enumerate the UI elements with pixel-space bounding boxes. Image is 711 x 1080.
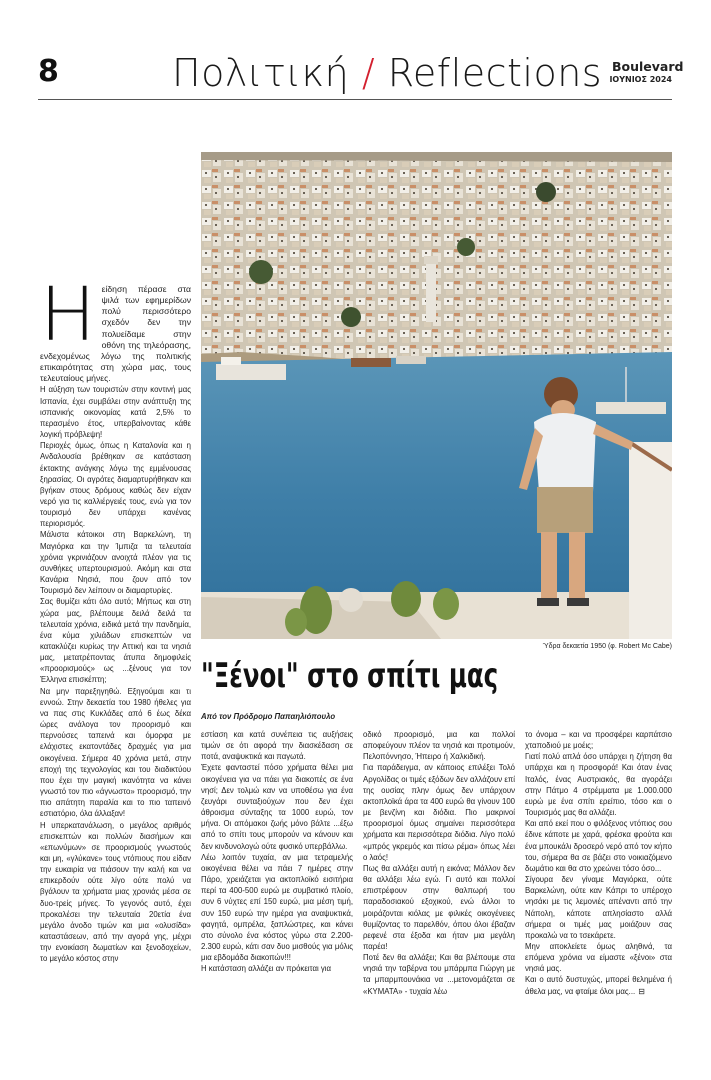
paragraph: Σας θυμίζει κάτι όλο αυτό; Μήπως και στη χώρα μας, βλέπουμε δειλά δειλά τα τελευταία χρόνια, ειδικά μετά την πανδημία, ένα κύμα χιλιάδων επισκεπτών να κατακλύζει κυρίως την Αττική και τα νησιά μας, μετατρέποντας άτυπα δημοφιλείς «προορισμούς» ως ...ξένους για τον Έλληνα επισκέπτη; xyxy=(40,597,191,685)
paragraph: Και από εκεί που ο φιλόξενος ντόπιος σου έδινε κάποτε με χαρά, φρέσκα φρούτα και ένα μπουκάλι δροσερό νερό από τον κήπο του, σήμερα θα σε βάζει στο νοικιαζόμενο δωμάτιο και θα στο χρεώνει τόσο όσο... xyxy=(525,819,672,873)
article-column-2 xyxy=(201,729,353,1074)
paragraph: Σίγουρα δεν γίναμε Μαγιόρκα, ούτε Βαρκελώνη, ούτε καν Κάπρι το υπέροχο νησάκι με τις λεμονιές απέναντι από την Νάπολη, κάποτε απλησίαστο αλλά σήμερα οι τιμές μας μοιάζουν σας προκαλώ να το τσεκάρετε. xyxy=(525,875,672,940)
paragraph: Για παράδειγμα, αν κάποιος επιλέξει Τολό Αργολίδας οι τιμές εξόδων δεν αλλάζουν επί της ουσίας πλην όμως δεν υπάρχουν ακτοπλοϊκά άρα τα 400 ευρώ θα γίνουν 100 με βενζίνη και διόδια. Πιο μακρινοί προορισμοί όμως σημαίνει περισσότερα χρήματα και περισσότερα διόδια. Λίγο πολύ «μπρός γκρεμός και πίσω ρέμα» όπως λέει ο λαός! xyxy=(363,763,515,862)
article-lead-paragraph: είδηση πέρασε στα ψιλά των εφημερίδων πολύ περισσότερο σχεδόν δεν την πολυείδαμε στην οθόνη της τηλεόρασης, ενδεχομένως λόγω της πολιτικής επικαιρότητας στη χώρα μας, τους τελευταίους μήνες. xyxy=(40,284,191,384)
article-headline: "Ξένοι" στο σπίτι μας xyxy=(201,656,499,696)
end-of-article-icon: ⊟ xyxy=(638,986,645,996)
paragraph xyxy=(525,974,672,996)
article-column-1 xyxy=(40,284,191,1074)
paragraph: Περιοχές όμως, όπως η Καταλονία και η Ανδαλουσία βρέθηκαν σε κατάσταση έκτακτης ανάγκης λόγω της εμμένουσας ξηρασίας. Οι αγρότες διαμαρτυρήθηκαν και βγήκαν στους δρόμους καθώς δεν είχαν νερό για τις καλλιέργειές τους, ενώ για τον τουρισμό δεν υπάρχει κανένας περιορισμός. xyxy=(40,441,191,529)
section-title xyxy=(172,52,602,94)
paragraph: Μην αποκλείετε όμως αληθινά, τα επόμενα χρόνια να είμαστε «ξένοι» στα νησιά μας. xyxy=(525,941,672,974)
paragraph: οδικό προορισμό, μια και πολλοί αποφεύγουν πλέον τα νησιά και προτιμούν, Πελοπόννησο, Ήπειρο ή Χαλκιδική. xyxy=(363,730,515,762)
page-number: 8 xyxy=(38,54,59,89)
article-byline: Από τον Πρόδρομο Παπαηλιόπουλο xyxy=(201,712,336,721)
section-title-english: Reflections xyxy=(387,51,603,95)
article-photo xyxy=(201,152,672,639)
paragraph: Πως θα αλλάξει αυτή η εικόνα; Μάλλον δεν θα αλλάξει λέω εγώ. Γι αυτό και πολλοί επιστρέφουν στην θαλπωρή του παραδοσιακού εξοχικού, ενώ άλλοι το μοιράζονται κιόλας με φιλικές οικογένειες θυμίζοντας το παρελθόν, όπου όλοι έβαζαν ρεφενέ στα έξοδα και ήταν μια μεγάλη παρέα! xyxy=(363,863,515,951)
paragraph: εστίαση και κατά συνέπεια τις αυξήσεις τιμών σε ότι αφορά την διασκέδαση σε ποτά, αναψυκτικά και παγωτά. xyxy=(201,730,353,762)
paragraph: Η υπερκατανάλωση, ο μεγάλος αριθμός επισκεπτών και πολλών διασήμων και «επωνύμων» σε προορισμούς γνωστούς και μη, «γλύκανε» τους ντόπιους που είδαν την ευκαιρία να πιάσουν την καλή και να επικερδούν ούτε λίγο ούτε πολύ να βγάλουν τα χρήματα μιας χρονιάς μέσα σε δυο-τρείς μήνες. Το γεγονός αυτό, έχει προκαλέσει την τελευταία 20ετία ένα μεγάλο άνοδο τιμών και μια «ολυσίδα» καταστάσεων, από την αγορά γης, μέχρι την ενοικίαση δωματίων και ξενοδοχείων, το μεγάλο κόστος στην xyxy=(40,820,191,964)
photo-caption: Ύδρα δεκαετία 1950 (φ. Robert Mc Cabe) xyxy=(542,643,672,650)
paragraph: Ποτέ δεν θα αλλάξει; Και θα βλέπουμε στα νησιά την ταβέρνα του μπάρμπα Γιώργη με τα μπαρμπουνάκια να ...μετονομάζεται σε «ΚΥΜΑΤΑ» - τυχαία λέω xyxy=(363,953,515,996)
header-divider xyxy=(38,99,672,100)
paragraph: Να μην παρεξηγηθώ. Εξηγούμαι και τι εννοώ. Στην δεκαετία του 1980 ήθελες για να πας στις Κυκλάδες από 6 έως δέκα ώρες ανάλογα τον προορισμό και περνούσες ταπεινά και όμορφα με ελάχιστες εκατοντάδες δραχμές για μια οικογένεια. Σήμερα 40 χρόνια μετά, στην εποχή της τεχνολογίας και του διαδικτύου που έχει την μαγική ικανότητα να κάνει γνωστό τον πιο «άγνωστο» προορισμό, την πιο απάτητη παραλία και το πιο ταπεινό εστιατόριο, όλα άλλαξαν! xyxy=(40,686,191,819)
drop-cap: Η xyxy=(40,284,96,358)
article-column-3 xyxy=(363,729,515,1074)
publication-logo: Boulevard xyxy=(612,59,684,74)
paragraph: Έχετε φανταστεί πόσο χρήματα θέλει μια οικογένεια για να πάει για διακοπές σε ένα νησί; Δεν τολμώ καν να υποθέσω για ένα ζευγάρι συνταξιούχων που δεν έχει άθροισμα σύνταξης τα 1000 ευρώ, τον μήνα. Οι απόμακοι ζωής μόνο βάλτε ...έξω από το σπίτι τους μπορούν να κάνουν και δεν κινδυνολογώ ούτε φυσικό υπερβάλλω. xyxy=(201,763,353,851)
issue-date: ΙΟΥΝΙΟΣ 2024 xyxy=(609,75,672,84)
paragraph: το όνομα – και να προσφέρει καρπάτσιο χταποδιού με μοέις; xyxy=(525,730,672,751)
paragraph: Γιατί πολύ απλά όσο υπάρχει η ζήτηση θα υπάρχει και η προσφορά! Και όταν ένας Ιταλός, ένας Αυστριακός, θα αγοράζει στην Πάτμο 4 στρέμματα με 1.000.000 ευρώ με ένα σπίτι ερείπιο, τόσο και ο Τουρισμός μας θα αλλάζει. xyxy=(525,752,672,818)
paragraph: Η αύξηση των τουριστών στην κοντινή μας Ισπανία, έχει συμβάλει στην ανάπτυξη της ισπανικής οικονομίας κατά 2,5% το περασμένο έτος, υπερβαίνοντας κάθε λογική πρόβλεψη! xyxy=(40,385,191,440)
section-title-separator: / xyxy=(349,51,388,95)
closing-sentence: Και ο αυτό δυστυχώς, μπορεί θελημένα ή άθελα μας, να φταίμε όλοι μας... xyxy=(525,975,672,996)
article-column-4 xyxy=(525,729,672,1074)
section-title-greek: Πολιτική xyxy=(172,51,350,95)
paragraph: Μάλιστα κάτοικοι στη Βαρκελώνη, τη Μαγιόρκα και την Ίμπιζα τα τελευταία χρόνια γκρινιάζουν ανοιχτά πλέον για τις συνθήκες υπερτουρισμού. Ακόμη και στα Κανάρια Νησιά, που ζουν από τον Τουρισμό δεν λείπουν οι διαμαρτυρίες. xyxy=(40,530,191,596)
paragraph: Λέω λοιπόν τυχαία, αν μια τετραμελής οικογένεια θέλει να πάει 7 ημέρες στην Πάρο, χρειάζεται για ακτοπλοϊκό εισιτήρια περί τα 400-500 ευρώ με συμβατικό πλοίο, συν 6 νύχτες επί 150 ευρώ, μια μέση τιμή, συν 150 ευρώ την ημέρα για αναψυκτικά, φαγητά, ομπρέλα, ξαπλώστρες, και κάνει στο σύνολο ένα κόστος γύρω στα 2.200-2.300 ευρώ, κάτι σαν δυο μισθούς για μόλις μια εβδομάδα διακοπών!!! xyxy=(201,852,353,963)
paragraph: Η κατάσταση αλλάζει αν πρόκειται για xyxy=(201,964,332,974)
